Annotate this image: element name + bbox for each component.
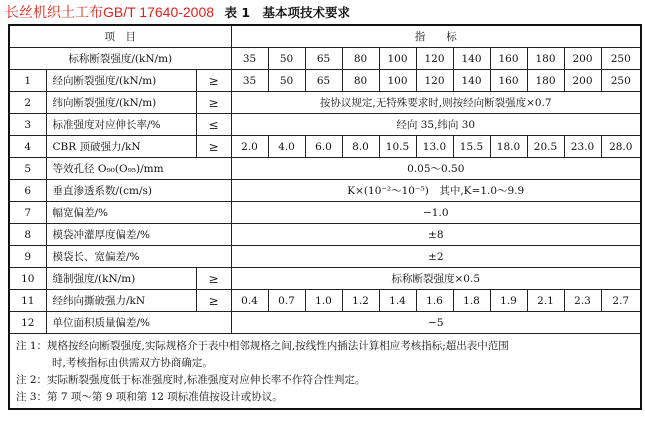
- row-span-value: 0.05～0.50: [231, 158, 641, 180]
- header-row: [9, 25, 641, 48]
- table-row: [9, 114, 641, 136]
- notes-row: [9, 334, 641, 410]
- row-number: 1: [9, 70, 46, 92]
- row-value: 80: [342, 70, 379, 92]
- row-value: 28.0: [601, 136, 641, 158]
- nominal-value: 160: [490, 48, 527, 70]
- table-row: [9, 246, 641, 268]
- row-value: 1.0: [305, 290, 342, 312]
- table-row: [9, 312, 641, 334]
- nominal-value: 200: [564, 48, 601, 70]
- row-value: 250: [601, 70, 641, 92]
- row-value: 20.5: [527, 136, 564, 158]
- row-label: 模袋长、宽偏差/%: [46, 246, 231, 268]
- row-value: 65: [305, 70, 342, 92]
- nominal-row: [9, 48, 641, 70]
- table-row: [9, 202, 641, 224]
- row-value: 1.2: [342, 290, 379, 312]
- nominal-value: 120: [416, 48, 453, 70]
- row-span-value: −1.0: [231, 202, 641, 224]
- nominal-value: 35: [231, 48, 268, 70]
- row-label: 经纬向撕破强力/kN: [46, 290, 196, 312]
- row-number: 10: [9, 268, 46, 290]
- note-1: 注 1：规格按经向断裂强度,实际规格介于表中相邻规格之间,按线性内插法计算相应考核指标;超出表中范围: [16, 340, 509, 352]
- row-number: 12: [9, 312, 46, 334]
- row-operator: ≤: [196, 114, 231, 136]
- row-value: 23.0: [564, 136, 601, 158]
- row-operator: ≥: [196, 92, 231, 114]
- row-label: 标准强度对应伸长率/%: [46, 114, 196, 136]
- row-value: 13.0: [416, 136, 453, 158]
- row-operator: ≥: [196, 290, 231, 312]
- row-label: 等效孔径 O₉₀(O₉₅)/mm: [46, 158, 231, 180]
- row-number: 4: [9, 136, 46, 158]
- row-label: 单位面积质量偏差/%: [46, 312, 231, 334]
- row-value: 2.0: [231, 136, 268, 158]
- row-label: CBR 顶破强力/kN: [46, 136, 196, 158]
- table-row: [9, 268, 641, 290]
- row-span-value: 按协议规定,无特殊要求时,则按经向断裂强度×0.7: [231, 92, 641, 114]
- row-operator: ≥: [196, 136, 231, 158]
- row-span-value: K×(10⁻²～10⁻⁵) 其中,K=1.0～9.9: [231, 180, 641, 202]
- row-value: 50: [268, 70, 305, 92]
- nominal-value: 65: [305, 48, 342, 70]
- nominal-value: 50: [268, 48, 305, 70]
- row-value: 160: [490, 70, 527, 92]
- row-span-value: 经向 35,纬向 30: [231, 114, 641, 136]
- note-2: 注 2：实际断裂强度低于标准强度时,标准强度对应伸长率不作符合性判定。: [16, 374, 366, 386]
- row-number: 5: [9, 158, 46, 180]
- nominal-value: 250: [601, 48, 641, 70]
- row-value: 2.1: [527, 290, 564, 312]
- row-value: 8.0: [342, 136, 379, 158]
- row-span-value: 标称断裂强度×0.5: [231, 268, 641, 290]
- table-row: [9, 136, 641, 158]
- row-label: 缝制强度/(kN/m): [46, 268, 196, 290]
- row-number: 7: [9, 202, 46, 224]
- row-value: 1.8: [453, 290, 490, 312]
- table-row: [9, 290, 641, 312]
- document-title: [5, 2, 640, 22]
- row-number: 11: [9, 290, 46, 312]
- row-value: 1.4: [379, 290, 416, 312]
- row-label: 垂直渗透系数/(cm/s): [46, 180, 231, 202]
- nominal-value: 180: [527, 48, 564, 70]
- row-value: 180: [527, 70, 564, 92]
- row-operator: ≥: [196, 268, 231, 290]
- row-value: 2.7: [601, 290, 641, 312]
- row-value: 10.5: [379, 136, 416, 158]
- row-label: 模袋冲灌厚度偏差/%: [46, 224, 231, 246]
- row-value: 200: [564, 70, 601, 92]
- row-value: 15.5: [453, 136, 490, 158]
- row-value: 1.6: [416, 290, 453, 312]
- nominal-label: 标称断裂强度/(kN/m): [9, 48, 231, 70]
- row-label: 纬向断裂强度/(kN/m): [46, 92, 196, 114]
- row-value: 0.4: [231, 290, 268, 312]
- table-caption: 表 1 基本项技术要求: [224, 5, 351, 20]
- nominal-value: 100: [379, 48, 416, 70]
- row-value: 6.0: [305, 136, 342, 158]
- row-value: 18.0: [490, 136, 527, 158]
- row-value: 100: [379, 70, 416, 92]
- row-value: 35: [231, 70, 268, 92]
- title-red-standard: 长丝机织土工布GB/T 17640-2008: [5, 4, 215, 20]
- spec-table: [8, 24, 642, 410]
- row-span-value: ±2: [231, 246, 641, 268]
- note-1-continued: 时,考核指标由供需双方协商确定。: [52, 357, 213, 369]
- row-span-value: −5: [231, 312, 641, 334]
- header-index: 指 标: [231, 25, 641, 48]
- row-number: 2: [9, 92, 46, 114]
- row-value: 4.0: [268, 136, 305, 158]
- note-3: 注 3：第 7 项～第 9 项和第 12 项标准值按设计或协议。: [16, 391, 283, 403]
- table-row: [9, 180, 641, 202]
- row-number: 6: [9, 180, 46, 202]
- row-number: 8: [9, 224, 46, 246]
- row-label: 经向断裂强度/(kN/m): [46, 70, 196, 92]
- table-row: [9, 158, 641, 180]
- header-item: 项 目: [9, 25, 231, 48]
- row-operator: ≥: [196, 70, 231, 92]
- table-notes: [9, 334, 641, 410]
- table-row: [9, 70, 641, 92]
- row-value: 2.3: [564, 290, 601, 312]
- row-value: 120: [416, 70, 453, 92]
- row-value: 140: [453, 70, 490, 92]
- row-label: 幅宽偏差/%: [46, 202, 231, 224]
- nominal-value: 140: [453, 48, 490, 70]
- row-number: 3: [9, 114, 46, 136]
- table-row: [9, 224, 641, 246]
- table-row: [9, 92, 641, 114]
- row-span-value: ±8: [231, 224, 641, 246]
- row-value: 0.7: [268, 290, 305, 312]
- nominal-value: 80: [342, 48, 379, 70]
- row-value: 1.9: [490, 290, 527, 312]
- row-number: 9: [9, 246, 46, 268]
